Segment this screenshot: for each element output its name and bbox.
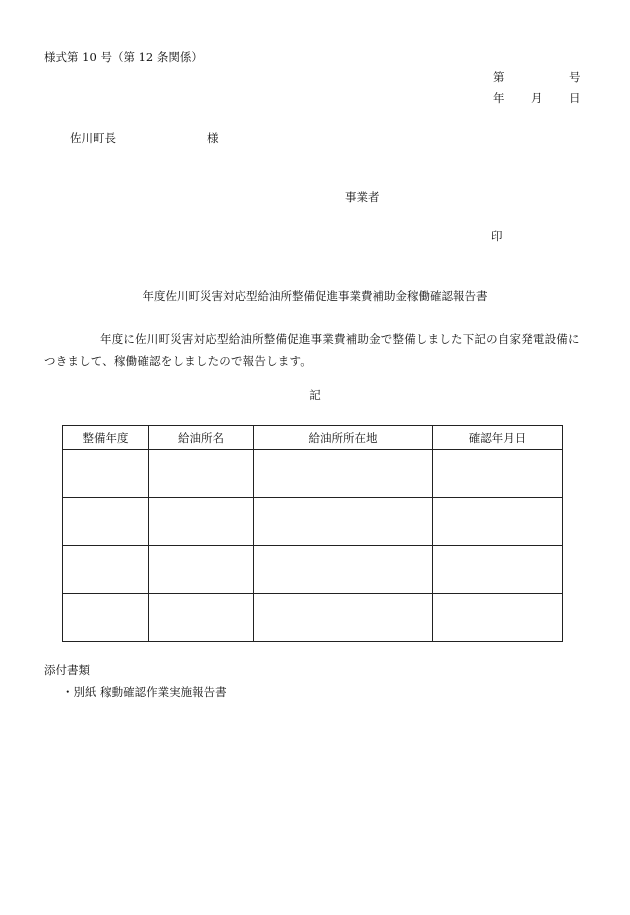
table-cell[interactable] <box>433 498 563 546</box>
addressee-honorific: 様 <box>207 131 219 145</box>
table-cell[interactable] <box>254 546 433 594</box>
table-cell[interactable] <box>63 498 149 546</box>
document-number-prefix: 第 <box>493 70 505 84</box>
table-row <box>63 498 563 546</box>
form-number: 様式第 10 号（第 12 条関係） <box>44 50 203 64</box>
column-header-confirm-date: 確認年月日 <box>433 426 563 450</box>
table-cell[interactable] <box>149 594 254 642</box>
attachment-item: ・別紙 稼動確認作業実施報告書 <box>62 685 227 699</box>
seal-mark: 印 <box>491 229 503 243</box>
date-month-label: 月 <box>531 91 543 105</box>
table-cell[interactable] <box>433 594 563 642</box>
body-paragraph: 年度に佐川町災害対応型給油所整備促進事業費補助金で整備しました下記の自家発電設備につきまして、稼働確認をしましたので報告します。 <box>44 332 580 368</box>
table-cell[interactable] <box>63 594 149 642</box>
table-cell[interactable] <box>433 546 563 594</box>
table-cell[interactable] <box>149 498 254 546</box>
document-number-suffix: 号 <box>569 70 581 84</box>
date-year-label: 年 <box>493 91 505 105</box>
document-title: 年度佐川町災害対応型給油所整備促進事業費補助金稼働確認報告書 <box>142 289 488 303</box>
table-row <box>63 450 563 498</box>
addressee-name: 佐川町長 <box>70 131 116 145</box>
table-cell[interactable] <box>254 450 433 498</box>
table-cell[interactable] <box>63 546 149 594</box>
date-day-label: 日 <box>569 91 581 105</box>
table-cell[interactable] <box>433 450 563 498</box>
ki-label: 記 <box>309 388 321 402</box>
table-cell[interactable] <box>254 594 433 642</box>
report-table <box>62 425 563 642</box>
table-row <box>63 546 563 594</box>
attachments-label: 添付書類 <box>44 663 90 677</box>
column-header-station-name: 給油所名 <box>149 426 254 450</box>
table-cell[interactable] <box>149 546 254 594</box>
table-cell[interactable] <box>149 450 254 498</box>
column-header-station-address: 給油所所在地 <box>254 426 433 450</box>
table-cell[interactable] <box>63 450 149 498</box>
table-header-row <box>63 426 563 450</box>
column-header-year: 整備年度 <box>63 426 149 450</box>
business-operator-label: 事業者 <box>345 190 380 204</box>
table-cell[interactable] <box>254 498 433 546</box>
table-row <box>63 594 563 642</box>
